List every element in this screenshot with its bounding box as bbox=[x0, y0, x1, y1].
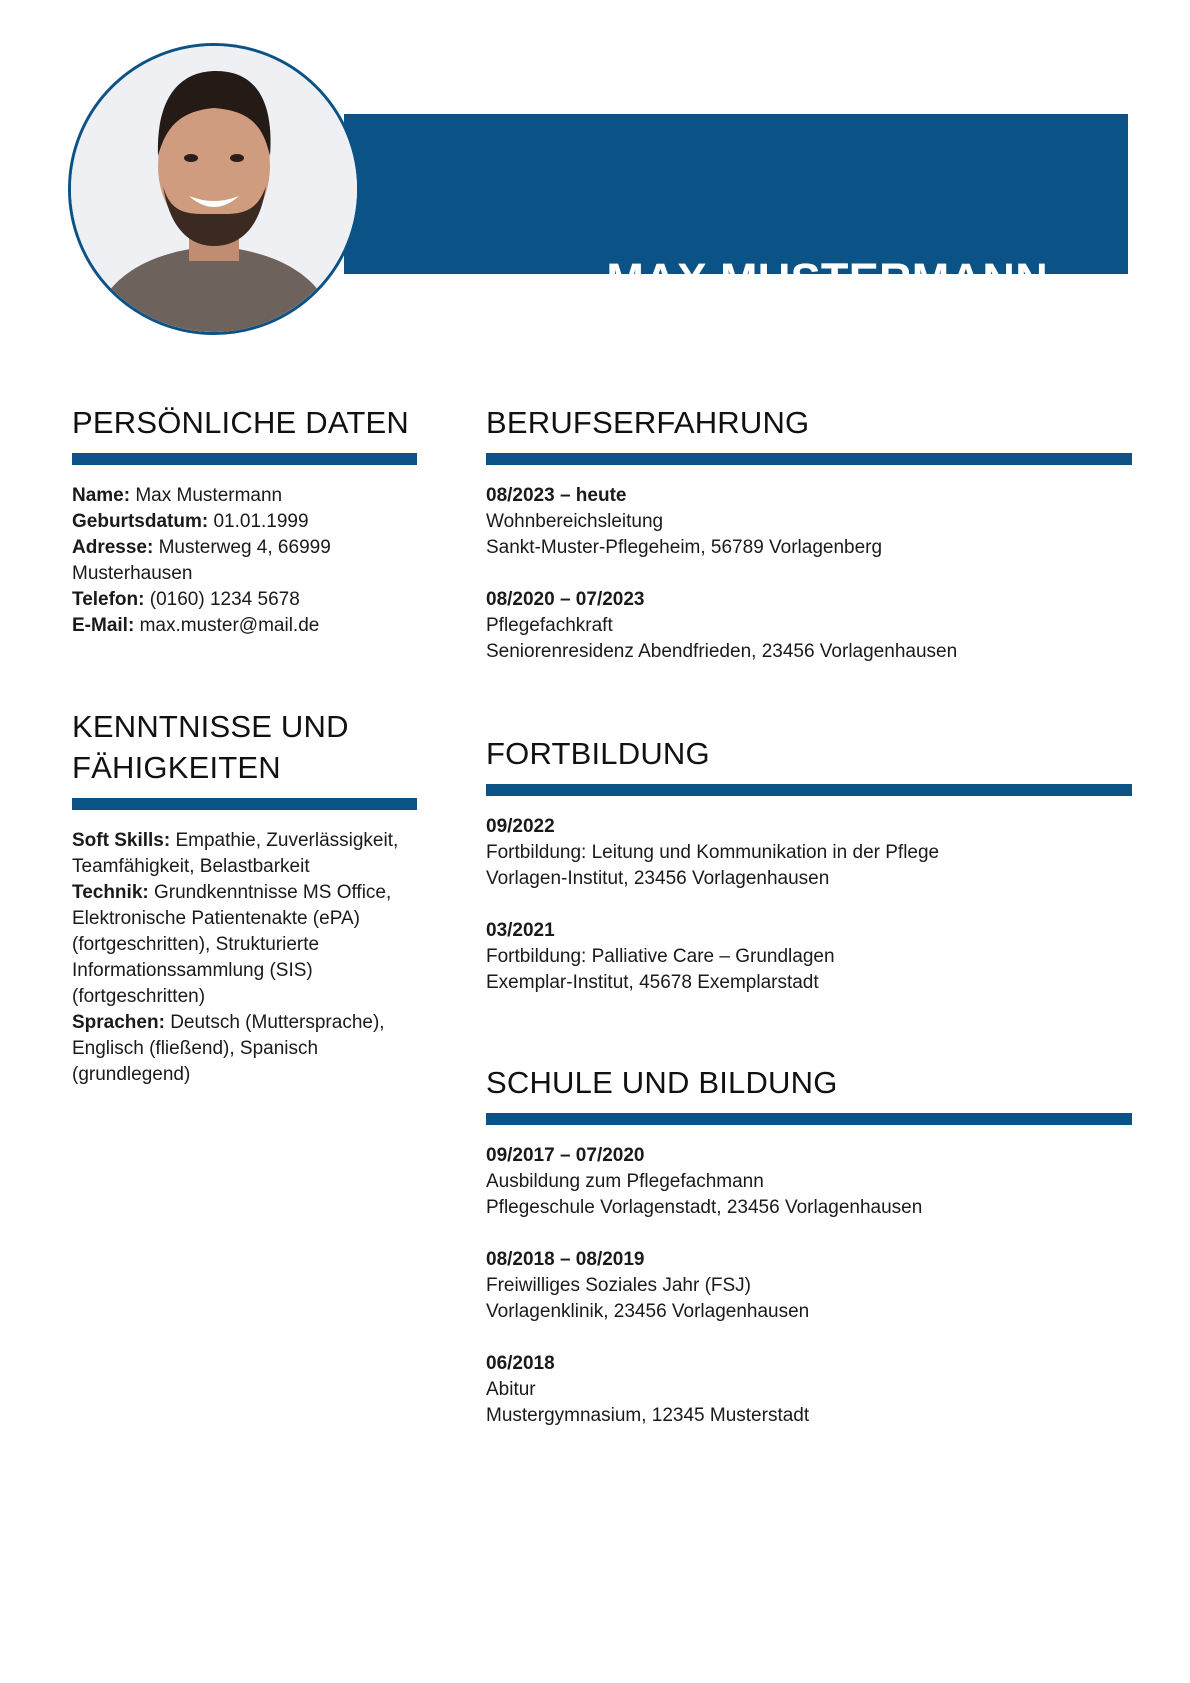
education-entry bbox=[486, 1247, 1132, 1325]
personal-data-section bbox=[72, 402, 417, 639]
section-heading: SCHULE UND BILDUNG bbox=[486, 1065, 838, 1100]
personal-address bbox=[72, 535, 417, 587]
entry-role: Pflegefachkraft bbox=[486, 615, 613, 636]
field-label: Telefon: bbox=[72, 589, 145, 610]
entry-date: 08/2023 – heute bbox=[486, 485, 627, 506]
field-label: Soft Skills: bbox=[72, 830, 171, 851]
entry-role: Freiwilliges Soziales Jahr (FSJ) bbox=[486, 1275, 752, 1296]
skill-languages bbox=[72, 1010, 417, 1088]
education-section bbox=[486, 1062, 1132, 1455]
field-value: max.muster@mail.de bbox=[139, 615, 320, 636]
field-value: (0160) 1234 5678 bbox=[149, 589, 300, 610]
entry-date: 03/2021 bbox=[486, 920, 555, 941]
skill-tech bbox=[72, 880, 417, 1010]
training-section bbox=[486, 733, 1132, 1022]
field-label: Geburtsdatum: bbox=[72, 511, 209, 532]
field-value: Empathie, Zuverlässigkeit, Teamfähigkeit, Belastbarkeit bbox=[72, 830, 399, 877]
field-label: Technik: bbox=[72, 882, 149, 903]
training-entry bbox=[486, 814, 1132, 892]
entry-date: 06/2018 bbox=[486, 1353, 555, 1374]
entry-place: Vorlagen-Institut, 23456 Vorlagenhausen bbox=[486, 868, 830, 889]
entry-date: 09/2017 – 07/2020 bbox=[486, 1145, 645, 1166]
entry-role: Fortbildung: Leitung und Kommunikation in der Pflege bbox=[486, 842, 940, 863]
section-heading: PERSÖNLICHE DATEN bbox=[72, 405, 409, 440]
field-label: Sprachen: bbox=[72, 1012, 165, 1033]
header-banner bbox=[344, 114, 1128, 344]
entry-role: Fortbildung: Palliative Care – Grundlagen bbox=[486, 946, 835, 967]
section-divider bbox=[486, 784, 1132, 796]
training-entry bbox=[486, 918, 1132, 996]
section-heading: BERUFSERFAHRUNG bbox=[486, 405, 810, 440]
section-divider bbox=[72, 798, 417, 810]
candidate-name: MAX MUSTERMANN bbox=[606, 254, 1048, 305]
entry-place: Mustergymnasium, 12345 Musterstadt bbox=[486, 1405, 810, 1426]
personal-birthdate bbox=[72, 509, 417, 535]
entry-role: Wohnbereichsleitung bbox=[486, 511, 664, 532]
education-entry bbox=[486, 1351, 1132, 1429]
entry-place: Seniorenresidenz Abendfrieden, 23456 Vorlagenhausen bbox=[486, 641, 958, 662]
personal-phone bbox=[72, 587, 417, 613]
entry-place: Pflegeschule Vorlagenstadt, 23456 Vorlagenhausen bbox=[486, 1197, 923, 1218]
section-heading: FORTBILDUNG bbox=[486, 736, 710, 771]
skill-soft bbox=[72, 828, 417, 880]
entry-date: 08/2018 – 08/2019 bbox=[486, 1249, 645, 1270]
field-value: Max Mustermann bbox=[135, 485, 283, 506]
experience-entry bbox=[486, 587, 1132, 665]
job-title: WOHNBEREICHSLEITUNG bbox=[606, 305, 1048, 344]
entry-date: 09/2022 bbox=[486, 816, 555, 837]
personal-email bbox=[72, 613, 417, 639]
section-heading: KENNTNISSE UND FÄHIGKEITEN bbox=[72, 709, 349, 785]
field-label: Adresse: bbox=[72, 537, 154, 558]
section-divider bbox=[72, 453, 417, 465]
field-value: Grundkenntnisse MS Office, Elektronische Patientenakte (ePA) (fortgeschritten), Strukturierte Informationssammlung (SIS) (fortgeschritten) bbox=[72, 882, 392, 1007]
entry-place: Exemplar-Institut, 45678 Exemplarstadt bbox=[486, 972, 819, 993]
profile-photo bbox=[68, 43, 360, 335]
skills-section bbox=[72, 706, 417, 1088]
entry-role: Abitur bbox=[486, 1379, 536, 1400]
education-entry bbox=[486, 1143, 1132, 1221]
entry-date: 08/2020 – 07/2023 bbox=[486, 589, 645, 610]
field-value: Musterweg 4, 66999 Musterhausen bbox=[72, 537, 331, 584]
experience-entry bbox=[486, 483, 1132, 561]
entry-place: Vorlagenklinik, 23456 Vorlagenhausen bbox=[486, 1301, 810, 1322]
experience-section bbox=[486, 402, 1132, 691]
field-value: Deutsch (Muttersprache), Englisch (fließend), Spanisch (grundlegend) bbox=[72, 1012, 385, 1085]
field-label: Name: bbox=[72, 485, 131, 506]
field-value: 01.01.1999 bbox=[213, 511, 309, 532]
entry-place: Sankt-Muster-Pflegeheim, 56789 Vorlagenberg bbox=[486, 537, 883, 558]
section-divider bbox=[486, 1113, 1132, 1125]
entry-role: Ausbildung zum Pflegefachmann bbox=[486, 1171, 764, 1192]
field-label: E-Mail: bbox=[72, 615, 135, 636]
personal-name bbox=[72, 483, 417, 509]
section-divider bbox=[486, 453, 1132, 465]
